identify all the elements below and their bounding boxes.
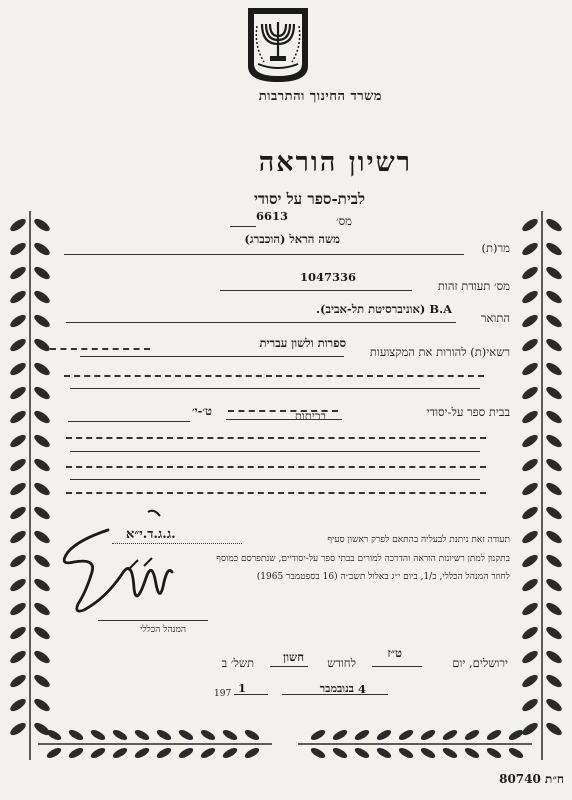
greg-day: 4: [358, 682, 367, 696]
legal-line-2: בתקנון למתן רשיונות הוראה והדרכה למורים בבתי ספר על-יסודיים, שנתפרסם כמוסף: [216, 554, 510, 564]
blank-line-1: [70, 388, 480, 389]
date-month-label: לחודש: [327, 656, 356, 670]
name-label: מר(ת): [481, 241, 510, 255]
subjects-dash: [50, 348, 150, 350]
greg-year-digit: 1: [238, 681, 247, 695]
legal-line-3: לחוזר המנהל הכללי, כ/1, ביום י״ג באלול תשכ״ה (16 בספטמבר 1965): [256, 572, 510, 582]
laurel-bottom-left: [36, 722, 276, 760]
signature-line: [98, 620, 208, 621]
blank-dash-3: [66, 466, 486, 468]
id-label: מס׳ תעודת זהות: [437, 279, 510, 293]
date-day-line: [372, 666, 422, 667]
school-dash: [228, 410, 338, 412]
blank-line-3: [70, 479, 480, 480]
date-year-label: תשל׳ ב: [221, 656, 254, 670]
blank-dash-1: [64, 375, 484, 377]
form-code: ח״ת 80740: [499, 772, 564, 786]
id-line: [220, 290, 412, 291]
legal-line-1: תעודה זאת ניתנת לבעליה בהתאם לפרק ראשון סעיף: [327, 535, 510, 545]
date-city-label: ירושלים, יום: [452, 656, 508, 670]
signature-title: המנהל הכללי: [139, 625, 186, 635]
number-value: 6613: [256, 209, 289, 223]
laurel-border-left: [4, 205, 56, 765]
laurel-border-right: [516, 205, 568, 765]
blank-dash-4: [66, 492, 486, 494]
degree-line: [66, 322, 456, 323]
school-line: [226, 419, 342, 420]
greg-year-prefix: 197: [214, 689, 232, 699]
degree-label: התואר: [480, 311, 510, 325]
date-day-value: ט״ז: [387, 646, 402, 660]
legal-clause: ג.ג.ד.י״א.: [126, 527, 176, 542]
laurel-bottom-right: [296, 722, 536, 760]
subjects-value: ספרות ולשון עברית: [259, 336, 346, 350]
school-label: בבית ספר על-יסודי: [426, 405, 510, 419]
number-line: [230, 226, 256, 227]
certificate-title: רשיון הוראה: [258, 147, 412, 178]
blank-line-2: [70, 451, 480, 452]
date-month-line: [270, 666, 308, 667]
greg-month: בנובמבר: [319, 682, 354, 695]
classes-line: [68, 421, 190, 422]
id-value: 1047336: [300, 270, 357, 284]
name-value: משה הראל (הוכברג): [244, 232, 340, 246]
date-month-value: חשון: [283, 650, 304, 664]
classes-value: ט׳-י׳: [191, 404, 212, 418]
classes-label: בכיתות: [294, 409, 326, 423]
handwritten-signature: [48, 500, 198, 640]
greg-year-line: [234, 694, 268, 695]
menorah-emblem: [244, 6, 312, 84]
certificate-subtitle: לבית-ספר על יסודי: [253, 190, 365, 208]
number-label: מס׳: [335, 214, 352, 228]
greg-date-line: [282, 694, 388, 695]
subjects-label: רשאי(ת) להורות את המקצועות: [369, 345, 510, 359]
name-line: [64, 254, 464, 255]
ministry-name: משרד החינוך והתרבות: [258, 89, 382, 104]
subjects-line: [80, 356, 344, 357]
blank-dash-2: [66, 437, 486, 439]
degree-value: B.A (אוניברסיטת תל-אביב).: [316, 302, 452, 316]
